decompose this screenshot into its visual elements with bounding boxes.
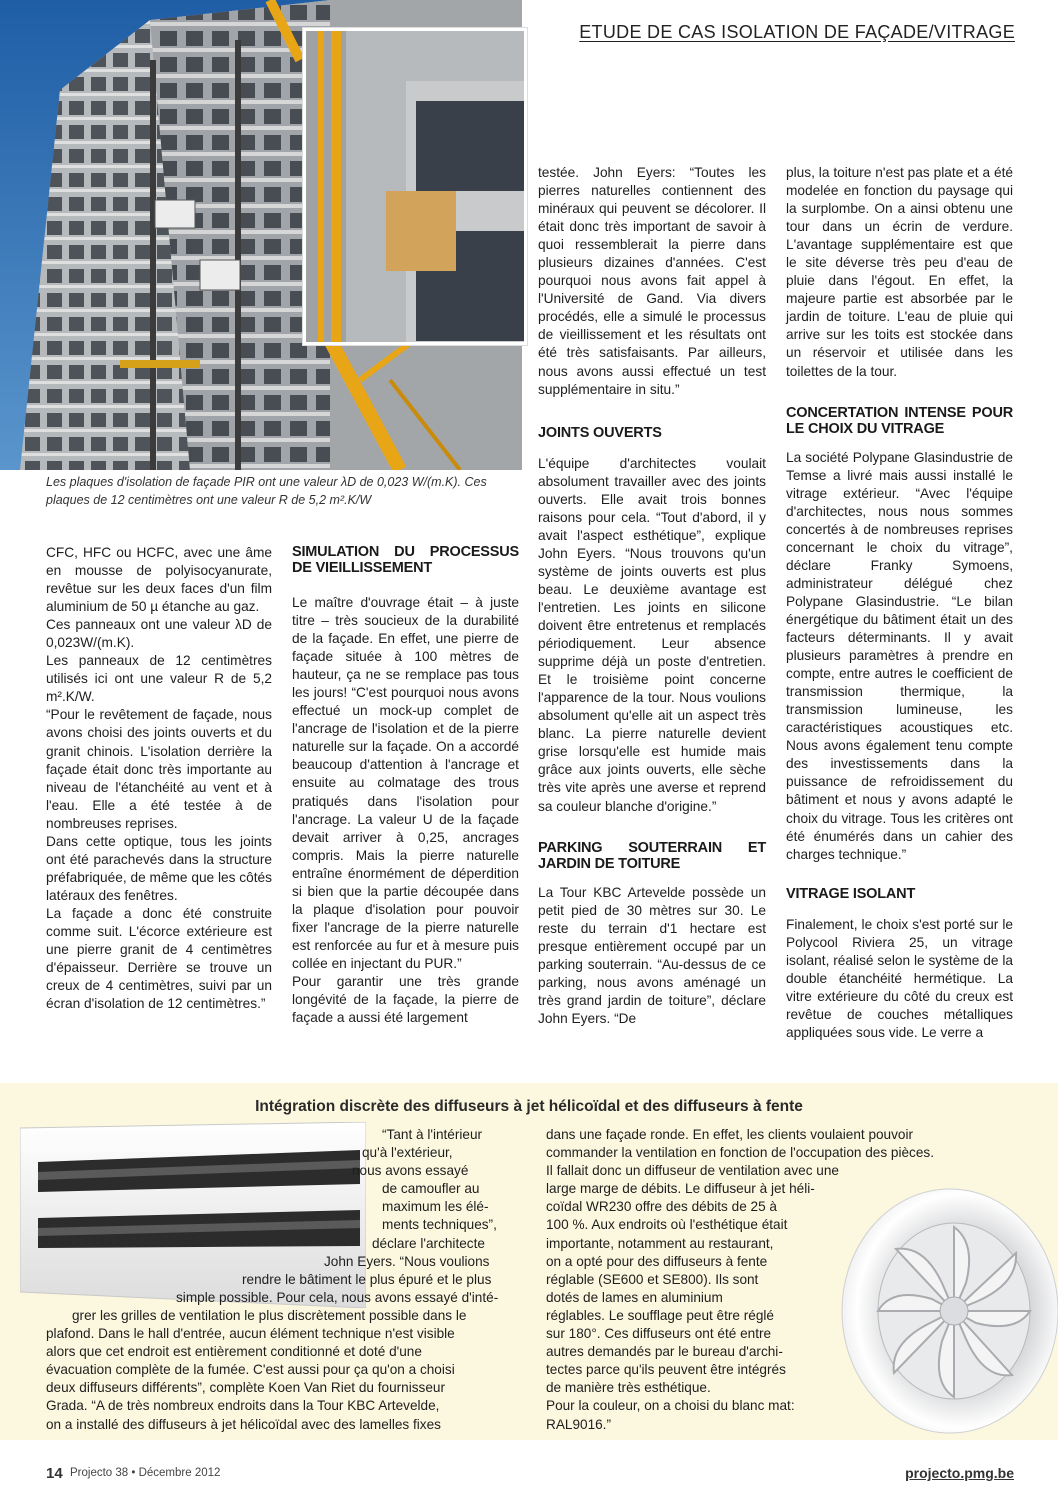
box-text-line: maximum les élé-: [382, 1199, 489, 1215]
paragraph: testée. John Eyers: “Toutes les pierres naturelles contiennent des minéraux qui peuvent se décolorer. Il était donc très important de savoir à quoi ressemblerait la pierre dans plusieurs dizaines d'années. C'est pourquoi nous avons fait appel à l'Université de Gand. Via divers procédés, elle a simulé le processus de vieillissement et les résultats ont été très satisfaisants. Par ailleurs, nous avons aussi effectué un test supplémentaire in situ.”: [538, 165, 766, 397]
facade-closeup-photo: [303, 28, 527, 345]
section-title: ETUDE DE CAS ISOLATION DE FAÇADE/VITRAGE: [579, 22, 1015, 42]
issue-label: Projecto 38 • Décembre 2012: [70, 1467, 221, 1479]
paragraph: La société Polypane Glasindustrie de Temse a livré mais aussi installé le vitrage extérieur. “Avec l'équipe d'architectes, nous nous sommes concertés à de nombreuses reprises concernant le choix du vitrage”, déclare Franky Symoens, administrateur délégué chez Polypane Glasindustrie. “Le bilan énergétique du bâtiment était un des facteurs déterminants. Il y avait plusieurs paramètres à prendre en compte, entre autres le coefficient de transmission thermique, la transmission lumineuse, les caractéristiques acoustiques etc. Nous avons également tenu compte des investissements dans la puissance de refroidissement du bâtiment et nous y avons adapté le choix du vitrage. Tous les critères ont été énumérés dans un cahier des charges technique.”: [786, 449, 1013, 862]
box-text-line: Pour la couleur, on a choisi du blanc mat:: [546, 1398, 795, 1414]
column-1: [46, 544, 272, 1013]
box-text-line: déclare l'architecte: [372, 1235, 485, 1251]
section-heading: JOINTS OUVERTS: [538, 424, 662, 441]
box-text-line: grer les grilles de ventilation le plus discrètement possible dans le: [72, 1307, 467, 1323]
box-text-line: Grada. “A de très nombreux endroits dans la Tour KBC Artevelde,: [46, 1398, 440, 1414]
box-text-line: qu'à l'extérieur,: [362, 1145, 453, 1161]
box-text-line: tectes parce qu'ils peuvent être intégrés: [546, 1362, 786, 1378]
photo-caption: Les plaques d'isolation de façade PIR ont une valeur λD de 0,023 W/(m.K). Ces plaques de 12 centimètres ont une valeur R de 5,2 m².K/W: [46, 475, 487, 507]
box-text-line: ments techniques”,: [382, 1217, 497, 1233]
box-text-line: 100 %. Aux endroits où l'esthétique était: [546, 1217, 788, 1233]
box-title: Intégration discrète des diffuseurs à jet hélicoïdal et des diffuseurs à fente: [255, 1098, 803, 1115]
box-text-line: évacuation complète de la fumée. C'est aussi pour ça qu'on a choisi: [46, 1362, 455, 1378]
box-text-line: autres demandés par le bureau d'archi-: [546, 1344, 783, 1360]
box-text-line: sur 180°. Ces diffuseurs ont été entre: [546, 1326, 772, 1342]
paragraph: plus, la toiture n'est pas plate et a été modelée en fonction du paysage qui la surplombe. On a ainsi obtenu une tour dans un écrin de verdure. L'avantage supplémentaire est que le site déverse très peu d'eau de pluie dans l'égout. En effet, la majeure partie est absorbée par le jardin de toiture. L'eau de pluie qui arrive sur les toits est stockée dans un réservoir et utilisée dans les toilettes de la tour.: [786, 165, 1013, 379]
column-4: [786, 164, 1013, 1042]
box-text-line: coïdal WR230 offre des débits de 25 à: [546, 1199, 777, 1215]
paragraph: “Pour le revêtement de façade, nous avons choisi des joints ouverts et du granit chinois. L'isolation derrière la façade était donc très importante au niveau de l'étanchéité au vent et à l'eau. Elle a été testée à de nombreuses reprises.: [46, 707, 272, 831]
box-text-line: on a installé des diffuseurs à jet hélicoïdal avec des lamelles fixes: [46, 1416, 441, 1432]
box-text-line: deux diffuseurs différents”, complète Koen Van Riet du fournisseur: [46, 1380, 445, 1396]
box-text-line: plafond. Dans le hall d'entrée, aucun élément technique n'est visible: [46, 1326, 455, 1342]
section-heading: CONCERTATION INTENSE POUR LE CHOIX DU VITRAGE: [786, 404, 1013, 437]
website-link[interactable]: projecto.pmg.be: [905, 1465, 1014, 1481]
box-text-line: réglable (SE600 et SE800). Ils sont: [546, 1271, 759, 1287]
paragraph: CFC, HFC ou HCFC, avec une âme en mousse de polyisocyanurate, revêtue sur les deux faces d'un film aluminium de 50 µ étanche au gaz.: [46, 545, 272, 615]
box-text-line: nous avons essayé: [352, 1163, 469, 1179]
box-text-line: RAL9016.”: [546, 1416, 611, 1432]
box-text-line: Il fallait donc un diffuseur de ventilation avec une: [546, 1163, 839, 1179]
box-text-line: John Eyers. “Nous voulions: [324, 1253, 490, 1269]
box-text-line: “Tant à l'intérieur: [382, 1127, 483, 1142]
column-2: [292, 544, 519, 1027]
paragraph: Le maître d'ouvrage était – à juste titre – très soucieux de la durabilité de la façade. En effet, une pierre de façade située à 100 mètres de hauteur, ça ne se remplace pas tous les jours! “C'est pourquoi nous avons effectué un mock-up complet de l'ancrage de l'isolation et de la pierre naturelle sur la façade. On a accordé beaucoup d'attention à l'ancrage et ensuite au colmatage des trous pratiqués dans l'isolation pour l'ancrage. La valeur U de la façade devait arriver à 0,25, ancrages compris. Mais la pierre naturelle entraîne énormément de déperdition si bien que la partie découpée dans la plaque d'isolation pour pouvoir fixer l'ancrage de la pierre naturelle est renforcée au fur et à mesure puis collée en injectant du PUR.”: [292, 595, 519, 971]
box-text-right: [546, 1126, 976, 1434]
box-text-line: simple possible. Pour cela, nous avons essayé d'inté-: [176, 1289, 499, 1305]
box-text-line: dans une façade ronde. En effet, les clients voulaient pouvoir: [546, 1127, 914, 1142]
box-text-line: dotés de lames en aluminium: [546, 1289, 723, 1305]
section-heading: PARKING SOUTERRAIN ET JARDIN DE TOITURE: [538, 839, 766, 872]
box-text-line: large marge de débits. Le diffuseur à jet héli-: [546, 1181, 815, 1197]
paragraph: La Tour KBC Artevelde possède un petit pied de 30 mètres sur 30. Le reste du terrain d'1 hectare est presque entièrement occupé par un parking souterrain. “Au-dessus de ce parking, nous avons aménagé un très grand jardin de toiture”, déclare John Eyers. “De: [538, 884, 766, 1026]
paragraph: La façade a donc été construite comme suit. L'écorce extérieure est une pierre granit de 4 centimètres d'épaisseur. Derrière se trouve un creux de 4 centimètres, suivi par un écran d'isolation de 12 centimètres.”: [46, 905, 272, 1012]
paragraph: L'équipe d'architectes voulait absolument travailler avec des joints ouverts. Elle avait trois bonnes raisons pour cela. “Tout d'abord, il y avait l'aspect esthétique”, explique John Eyers. “Nous trouvons qu'un système de joints ouverts est plus beau. Le deuxième avantage est l'entretien. Les joints en silicone doivent être entretenus et remplacés périodiquement. Leur absence supprime déjà un poste d'entretien. Et le troisième point concerne l'apparence de la tour. Nous voulions absolument qu'elle ait un aspect très blanc. La pierre naturelle devient grise lorsqu'elle est humide mais grâce aux joints ouverts, elle sèche très vite après une averse et reprend sa couleur blanche d'origine.”: [538, 455, 766, 814]
paragraph: Dans cette optique, tous les joints ont été parachevés dans la structure préfabriquée, de même que les côtés latéraux des fenêtres.: [46, 833, 272, 903]
section-heading: VITRAGE ISOLANT: [786, 885, 916, 902]
box-text-line: de manière très esthétique.: [546, 1380, 711, 1396]
box-text-line: alors que cet endroit est entièrement conditionné et doté d'une: [46, 1344, 422, 1360]
paragraph: Finalement, le choix s'est porté sur le Polycool Riviera 25, un vitrage isolant, réalisé selon le système de la double étanchéité hermétique. La vitre extérieure du côté du creux est revêtue de couches métalliques appliquées sous vide. Le verre a: [786, 916, 1013, 1040]
paragraph: Pour garantir une très grande longévité de la façade, la pierre de façade a aussi été largement: [292, 973, 519, 1026]
box-text-line: réglables. Le soufflage peut être réglé: [546, 1307, 774, 1323]
column-3: [538, 164, 766, 1028]
section-heading: SIMULATION DU PROCESSUS DE VIEILLISSEMENT: [292, 544, 519, 576]
page-number: 14: [46, 1465, 63, 1482]
box-text-line: de camoufler au: [382, 1181, 480, 1197]
paragraph: Ces panneaux ont une valeur λD de 0,023W/(m.K).: [46, 617, 272, 651]
box-text-line: commander la ventilation en fonction de l'occupation des pièces.: [546, 1145, 934, 1161]
box-text-line: rendre le bâtiment le plus épuré et le plus: [242, 1271, 492, 1287]
box-text-line: on a opté pour des diffuseurs à fente: [546, 1253, 768, 1269]
box-text-line: importante, notamment au restaurant,: [546, 1235, 774, 1251]
paragraph: Les panneaux de 12 centimètres utilisés ici ont une valeur R de 5,2 m².K/W.: [46, 653, 272, 705]
box-text-left: [46, 1126, 526, 1434]
